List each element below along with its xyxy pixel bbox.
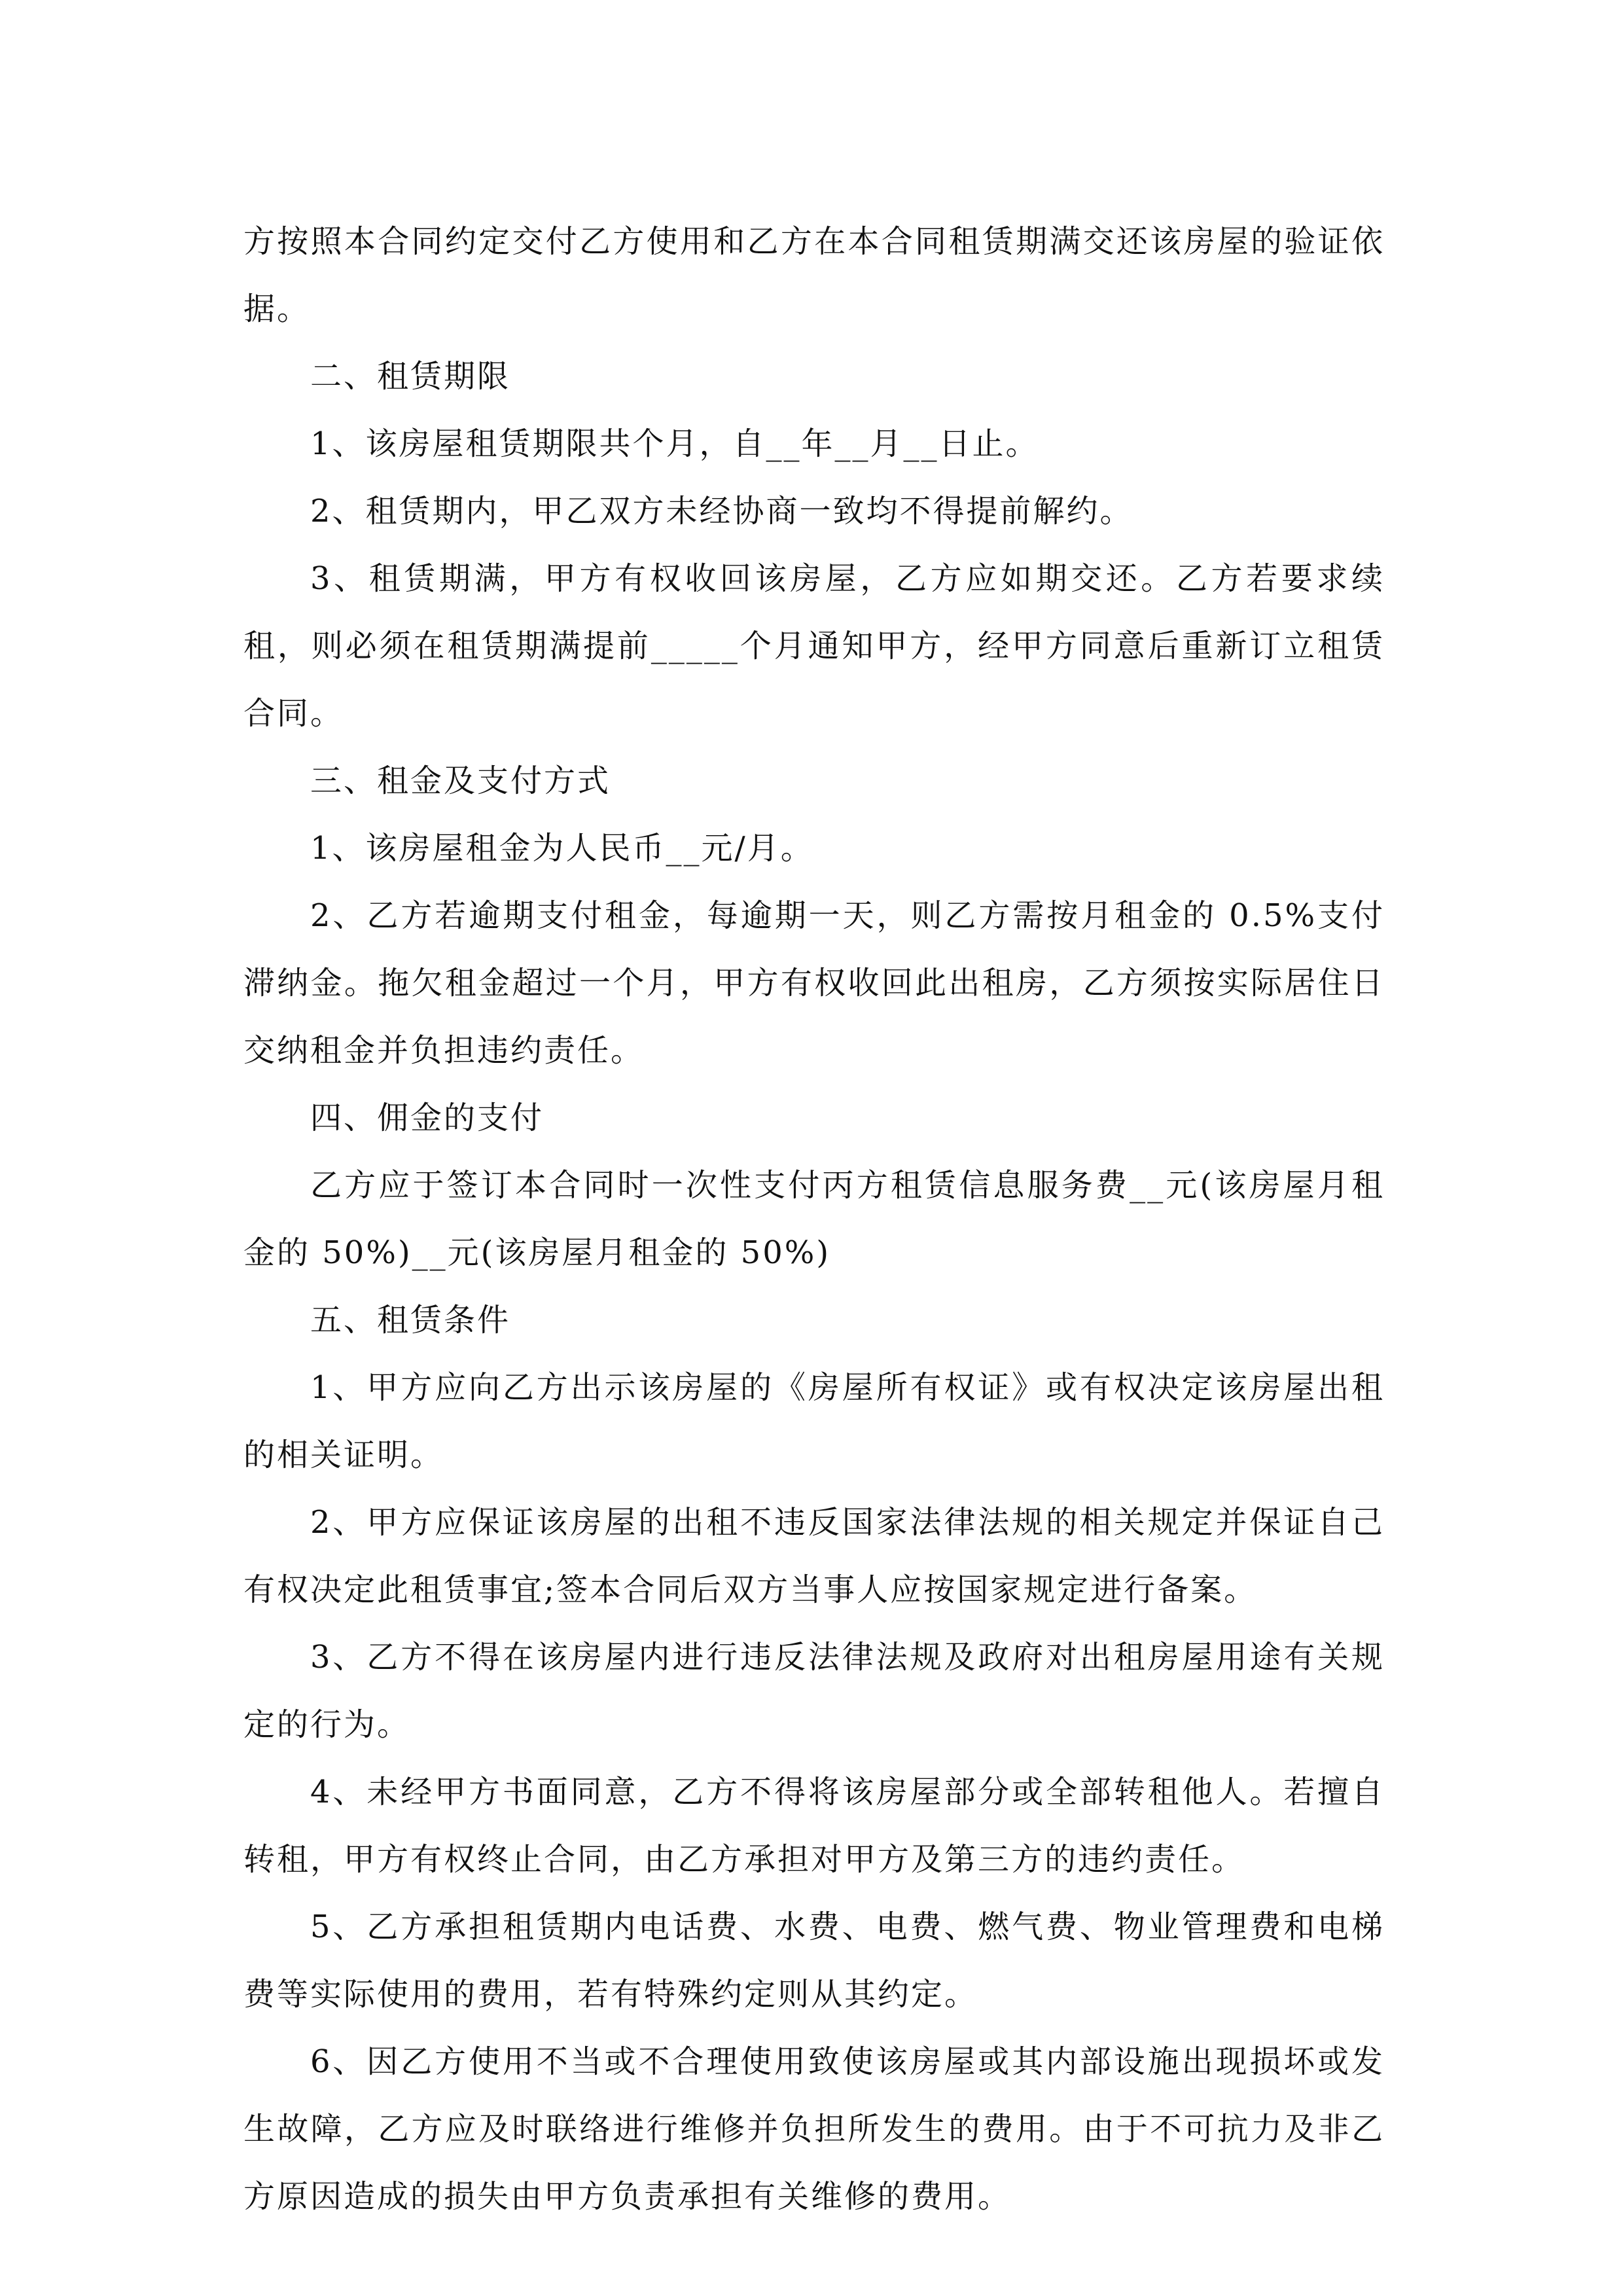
clause-4-body: 乙方应于签订本合同时一次性支付丙方租赁信息服务费__元(该房屋月租金的 50%)__元(该房屋月租金的 50%)	[243, 1167, 1385, 1271]
section-heading-rent-payment: 三、租金及支付方式	[310, 762, 611, 799]
clause-5-4: 4、未经甲方书面同意，乙方不得将该房屋部分或全部转租他人。若擅自转租，甲方有权终止合同，由乙方承担对甲方及第三方的违约责任。	[243, 1774, 1385, 1878]
clause-2-3: 3、租赁期满，甲方有权收回该房屋，乙方应如期交还。乙方若要求续租，则必须在租赁期满提前_____个月通知甲方，经甲方同意后重新订立租赁合同。	[243, 560, 1385, 732]
clause-5-5: 5、乙方承担租赁期内电话费、水费、电费、燃气费、物业管理费和电梯费等实际使用的费用，若有特殊约定则从其约定。	[243, 1909, 1385, 2013]
document-body	[243, 208, 1385, 2231]
clause-5-2: 2、甲方应保证该房屋的出租不违反国家法律法规的相关规定并保证自己有权决定此租赁事宜;签本合同后双方当事人应按国家规定进行备案。	[243, 1504, 1385, 1608]
clause-5-3: 3、乙方不得在该房屋内进行违反法律法规及政府对出租房屋用途有关规定的行为。	[243, 1639, 1385, 1743]
section-heading-lease-term: 二、租赁期限	[310, 358, 511, 395]
paragraph-continuation: 方按照本合同约定交付乙方使用和乙方在本合同租赁期满交还该房屋的验证依据。	[243, 223, 1385, 327]
section-heading-lease-conditions: 五、租赁条件	[310, 1302, 511, 1338]
clause-3-1: 1、该房屋租金为人民币__元/月。	[310, 830, 814, 867]
clause-5-1: 1、甲方应向乙方出示该房屋的《房屋所有权证》或有权决定该房屋出租的相关证明。	[243, 1369, 1385, 1473]
clause-5-6: 6、因乙方使用不当或不合理使用致使该房屋或其内部设施出现损坏或发生故障，乙方应及时联络进行维修并负担所发生的费用。由于不可抗力及非乙方原因造成的损失由甲方负责承担有关维修的费用。	[243, 2043, 1385, 2215]
clause-2-1: 1、该房屋租赁期限共个月，自__年__月__日止。	[310, 425, 1039, 462]
section-heading-commission: 四、佣金的支付	[310, 1100, 544, 1136]
clause-2-2: 2、租赁期内，甲乙双方未经协商一致均不得提前解约。	[310, 493, 1133, 529]
clause-3-2: 2、乙方若逾期支付租金，每逾期一天，则乙方需按月租金的 0.5%支付滞纳金。拖欠租金超过一个月，甲方有权收回此出租房，乙方须按实际居住日交纳租金并负担违约责任。	[243, 897, 1385, 1069]
